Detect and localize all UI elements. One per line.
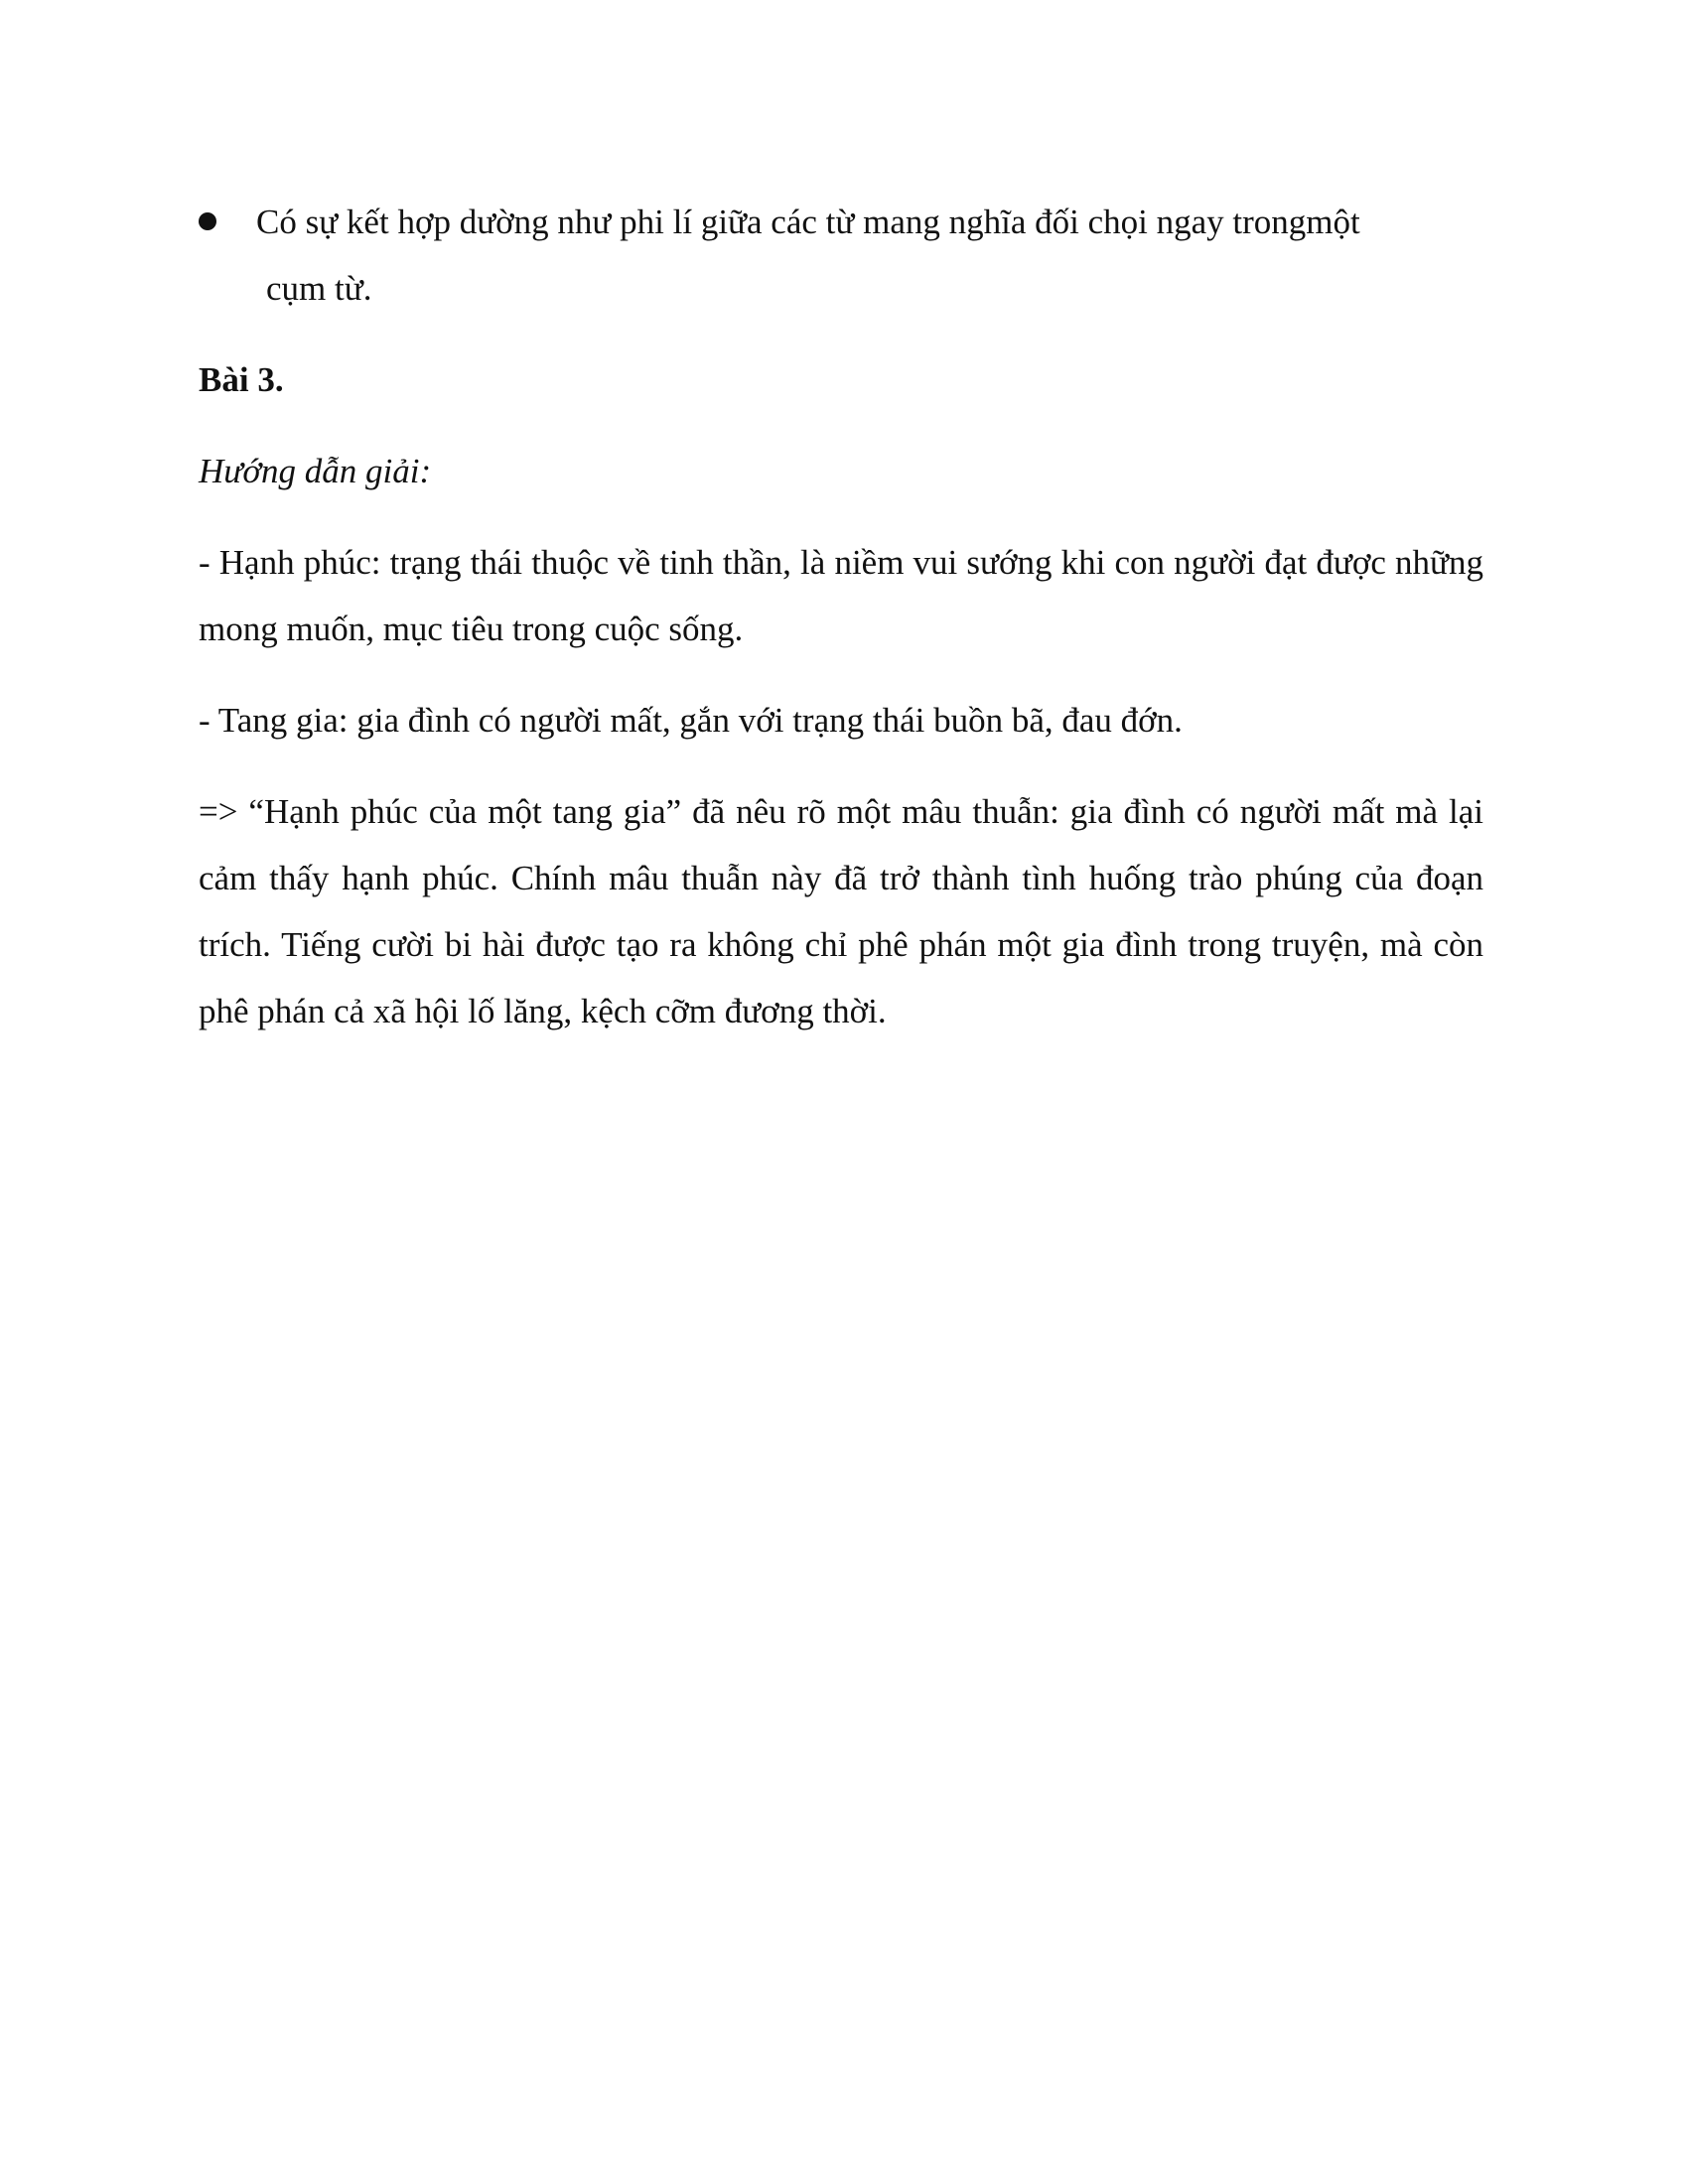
document-page [199, 189, 1483, 1044]
bullet-list-item [199, 189, 1483, 322]
guide-label: Hướng dẫn giải: [199, 452, 432, 490]
bullet-text-line-1: Có sự kết hợp dường như phi lí giữa các từ mang nghĩa đối chọi ngay trongmột [256, 203, 1360, 241]
paragraph-tang-gia: - Tang gia: gia đình có người mất, gắn với trạng thái buồn bã, đau đớn. [199, 701, 1183, 740]
paragraph-conclusion: => “Hạnh phúc của một tang gia” đã nêu rõ một mâu thuẫn: gia đình có người mất mà lại cảm thấy hạnh phúc. Chính mâu thuẫn này đã trở thành tình huống trào phúng của đoạn trích. Tiếng cười bi hài được tạo ra không chỉ phê phán một gia đình trong truyện, mà còn phê phán cả xã hội lố lăng, kệch cỡm đương thời. [199, 792, 1483, 1030]
bullet-icon [199, 212, 216, 230]
paragraph-hanh-phuc: - Hạnh phúc: trạng thái thuộc về tinh thần, là niềm vui sướng khi con người đạt được những mong muốn, mục tiêu trong cuộc sống. [199, 543, 1483, 648]
section-title: Bài 3. [199, 360, 284, 399]
bullet-text-line-2: cụm từ. [266, 269, 372, 308]
